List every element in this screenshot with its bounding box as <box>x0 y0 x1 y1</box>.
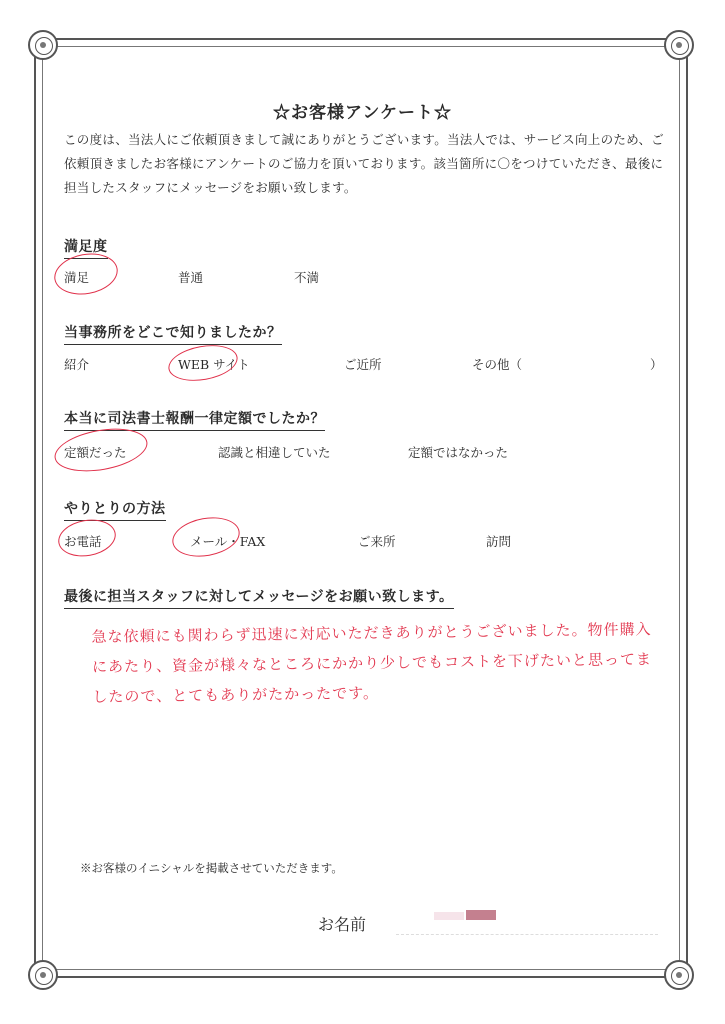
option-normal[interactable]: 普通 <box>178 270 204 285</box>
option-phone[interactable]: お電話 <box>64 534 102 549</box>
corner-ornament-icon <box>28 960 58 990</box>
name-redaction <box>434 912 464 920</box>
option-neighborhood[interactable]: ご近所 <box>344 357 382 372</box>
option-email-fax[interactable]: メール・FAX <box>190 534 266 549</box>
option-satisfied[interactable]: 満足 <box>64 270 90 285</box>
corner-ornament-icon <box>28 30 58 60</box>
option-dissatisfied[interactable]: 不満 <box>294 270 320 285</box>
heading-satisfaction: 満足度 <box>64 236 108 259</box>
name-underline <box>396 934 658 935</box>
option-home-visit[interactable]: 訪問 <box>486 534 512 549</box>
handwritten-message[interactable]: 急な依頼にも関わらず迅速に対応いただきありがとうございました。物件購入にあたり、資金が様々なところにかかり少しでもコストを下げたいと思ってましたので、とてもありがたかったです。 <box>91 620 653 706</box>
name-label: お名前 <box>318 915 367 934</box>
option-other-close: ） <box>650 357 663 372</box>
corner-ornament-icon <box>664 960 694 990</box>
survey-title: ☆お客様アンケート☆ <box>273 103 452 123</box>
option-different[interactable]: 認識と相違していた <box>218 445 331 460</box>
option-visit-office[interactable]: ご来所 <box>358 534 396 549</box>
intro-text: この度は、当法人にご依頼頂きまして誠にありがとうございます。当法人では、サービス向上のため、ご依頼頂きましたお客様にアンケートのご協力を頂いております。該当箇所に〇をつけていただき、最後に担当したスタッフにメッセージをお願い致します。 <box>64 132 665 195</box>
heading-fixed-fee: 本当に司法書士報酬一律定額でしたか？ <box>64 408 325 431</box>
heading-contact-method: やりとりの方法 <box>64 498 166 521</box>
option-other[interactable]: その他（ <box>472 357 523 372</box>
heading-message: 最後に担当スタッフに対してメッセージをお願い致します。 <box>64 586 454 609</box>
heading-how-found: 当事務所をどこで知りましたか？ <box>64 322 282 345</box>
option-referral[interactable]: 紹介 <box>64 357 90 372</box>
option-fixed[interactable]: 定額だった <box>64 445 127 460</box>
corner-ornament-icon <box>664 30 694 60</box>
initials-note: ※お客様のイニシャルを掲載させていただきます。 <box>80 861 343 875</box>
name-redaction <box>466 910 496 920</box>
option-website[interactable]: WEB サイト <box>178 357 250 372</box>
option-not-fixed[interactable]: 定額ではなかった <box>408 445 509 460</box>
